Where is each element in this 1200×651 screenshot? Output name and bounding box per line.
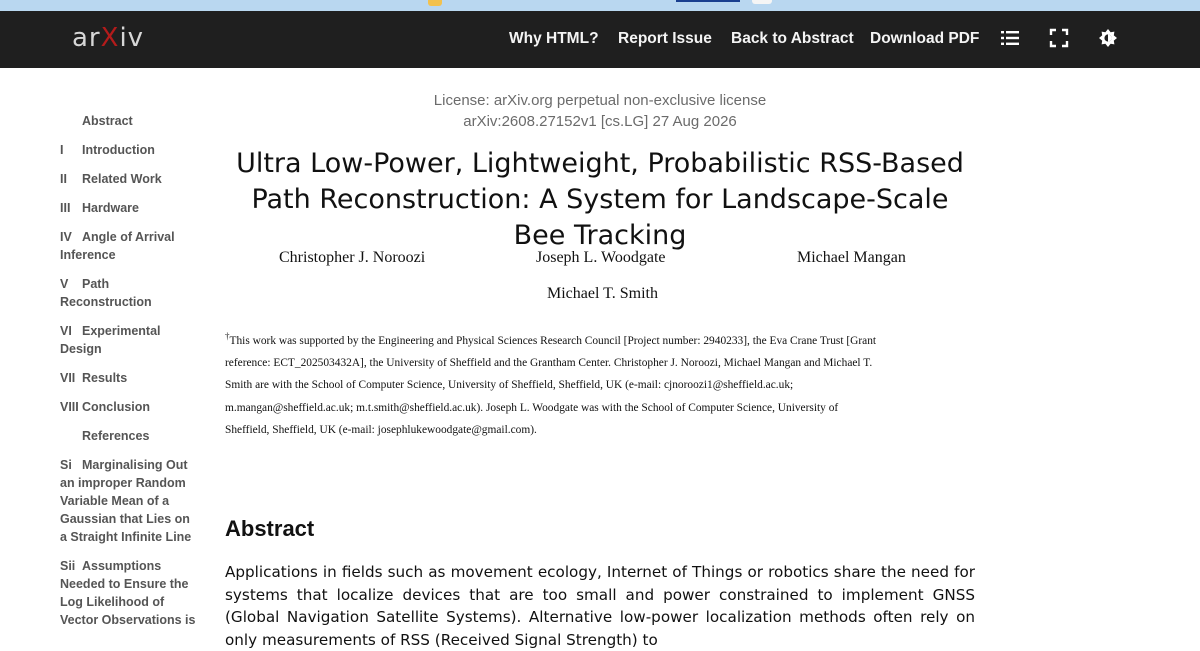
toc-item-angle-of-arrival[interactable]: IV Angle of Arrival Inference xyxy=(60,230,175,262)
top-navbar xyxy=(0,11,1200,68)
arxiv-identifier: arXiv:2608.27152v1 [cs.LG] 27 Aug 2026 xyxy=(463,113,737,130)
toc-item-appendix-si[interactable]: Si Marginalising Out an improper Random Variable Mean of a Gaussian that Lies on a Straight Infinite Line xyxy=(60,458,192,544)
toc-item-conclusion[interactable]: VIII Conclusion xyxy=(60,400,151,414)
table-of-contents xyxy=(60,112,200,640)
toc-item-path-reconstruction[interactable]: V Path Reconstruction xyxy=(60,277,152,309)
footnote-mark: † xyxy=(225,331,230,341)
funding-footnote xyxy=(225,325,885,441)
toc-item-appendix-sii[interactable]: Sii Assumptions Needed to Ensure the Log Likelihood of Vector Observations is xyxy=(60,559,196,627)
author-name: Joseph L. Woodgate xyxy=(536,249,666,266)
license-text[interactable]: License: arXiv.org perpetual non-exclusive license xyxy=(433,92,767,109)
toc-item-related-work[interactable]: II Related Work xyxy=(60,172,162,186)
toc-item-hardware[interactable]: III Hardware xyxy=(60,201,139,215)
toc-item-introduction[interactable]: I Introduction xyxy=(60,143,155,157)
browser-notice-strip xyxy=(0,0,1200,11)
report-issue-link[interactable]: Report Issue xyxy=(618,30,712,47)
theme-icon[interactable] xyxy=(1098,28,1118,48)
why-html-link[interactable]: Why HTML? xyxy=(509,30,599,47)
arxiv-logo[interactable]: arXiv xyxy=(72,23,145,53)
notice-dismiss-button[interactable] xyxy=(752,0,772,4)
toc-item-results[interactable]: VII Results xyxy=(60,371,128,385)
download-pdf-link[interactable]: Download PDF xyxy=(870,30,980,47)
author-name: Michael T. Smith xyxy=(547,285,658,302)
list-icon[interactable] xyxy=(1000,28,1020,48)
back-to-abstract-link[interactable]: Back to Abstract xyxy=(731,30,854,47)
fullscreen-icon[interactable] xyxy=(1049,28,1069,48)
notice-icon xyxy=(428,0,442,6)
author-name: Michael Mangan xyxy=(797,249,906,266)
toc-item-references[interactable]: References xyxy=(82,429,150,443)
toc-item-abstract[interactable]: Abstract xyxy=(82,114,133,128)
abstract-text: Applications in fields such as movement ecology, Internet of Things or robotics share the need for systems that localize devices that are too small and power constrained to implement GNSS (Global Navigation Satellite Systems). Alternative low-power localization methods often rely on only measurements of RSS (Received Signal Strength) to xyxy=(225,563,975,649)
abstract-heading: Abstract xyxy=(225,516,315,541)
author-name: Christopher J. Noroozi xyxy=(279,249,426,266)
paper-title: Ultra Low-Power, Lightweight, Probabilistic RSS-Based Path Reconstruction: A System for Landscape-Scale Bee Tracking xyxy=(236,148,964,251)
notice-link-underline[interactable] xyxy=(676,0,740,2)
license-block xyxy=(225,90,975,132)
toc-item-experimental-design[interactable]: VI Experimental Design xyxy=(60,324,161,356)
footnote-text: This work was supported by the Engineering and Physical Sciences Research Council [Project number: 2940233], the Eva Crane Trust [Grant reference: ECT_202503432A], the University of Sheffield and the Grantham Center. Christopher J. Noroozi, Michael Mangan and Michael T. Smith are with the School of Computer Science, University of Sheffield, Sheffield, UK (e-mail: cjnoroozi1@sheffield.ac.uk; m.mangan@sheffield.ac.uk; m.t.smith@sheffield.ac.uk). Joseph L. Woodgate was with the School of Computer Science, University of Sheffield, Sheffield, UK (e-mail: josephlukewoodgate@gmail.com). xyxy=(225,334,877,436)
